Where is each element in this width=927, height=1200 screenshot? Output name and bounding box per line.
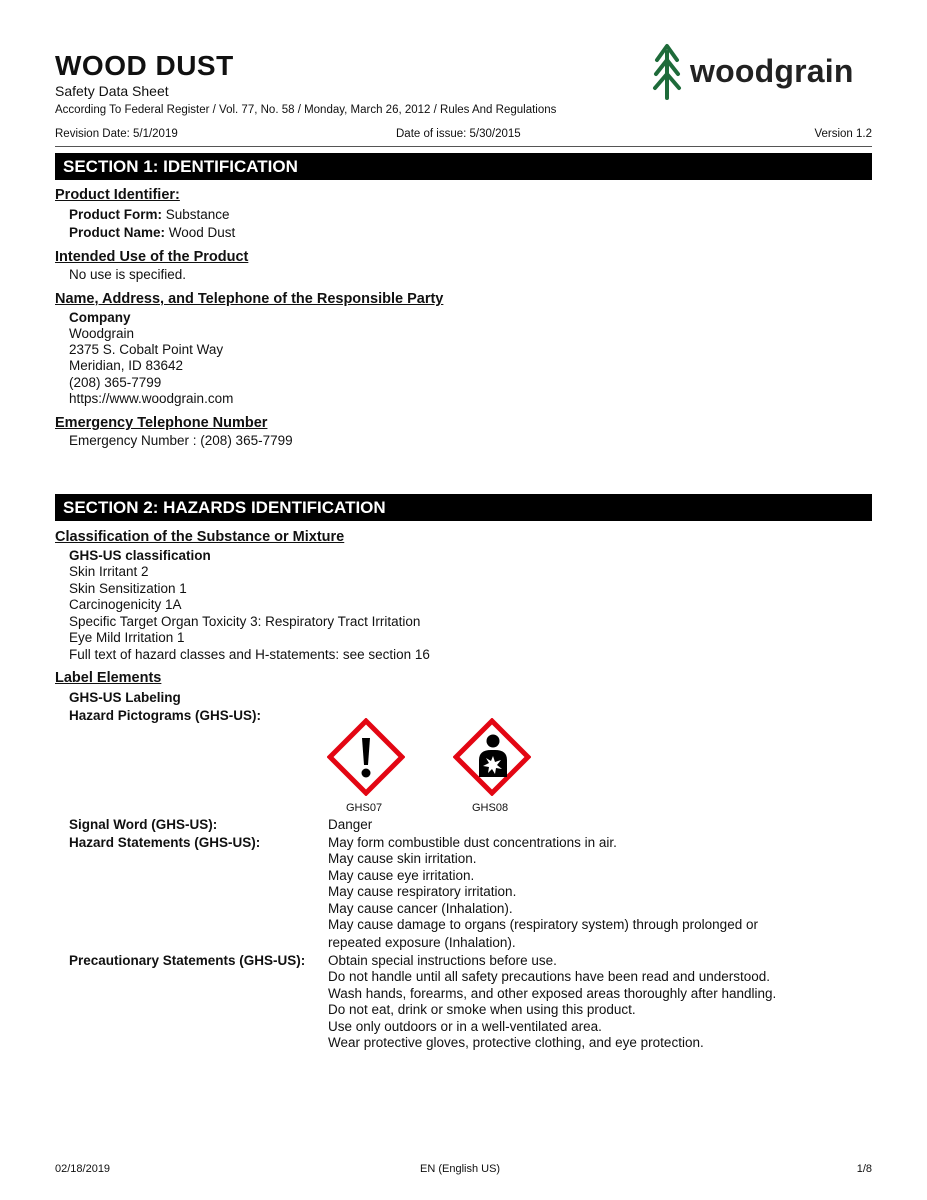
precautionary-statement: Obtain special instructions before use. (328, 953, 557, 968)
hazard-statements-label: Hazard Statements (GHS-US): (69, 835, 261, 850)
label-elements-heading: Label Elements (55, 670, 162, 686)
classification-item: Specific Target Organ Toxicity 3: Respiratory Tract Irritation (69, 614, 421, 629)
precautionary-statement: Do not eat, drink or smoke when using this product. (328, 1002, 636, 1017)
company-street: 2375 S. Cobalt Point Way (69, 342, 224, 357)
company-city: Meridian, ID 83642 (69, 358, 184, 373)
woodgrain-logo (652, 42, 854, 100)
document-title: WOOD DUST (55, 50, 234, 81)
product-form-row (69, 207, 230, 224)
precautionary-statement: Do not handle until all safety precautions have been read and understood. (328, 969, 771, 984)
logo-wordmark: woodgrain (690, 52, 854, 89)
hazard-statement: May cause cancer (Inhalation). (328, 901, 513, 916)
responsible-party-heading: Name, Address, and Telephone of the Responsible Party (55, 291, 444, 307)
classification-heading: Classification of the Substance or Mixture (55, 529, 345, 545)
footer-page-number: 1/8 (856, 1163, 872, 1175)
hazard-statement: May cause damage to organs (respiratory system) through prolonged or (328, 917, 758, 932)
precautionary-statement: Wash hands, forearms, and other exposed areas thoroughly after handling. (328, 986, 777, 1001)
intended-use-heading: Intended Use of the Product (55, 249, 249, 265)
emergency-heading: Emergency Telephone Number (55, 415, 268, 431)
classification-item: Carcinogenicity 1A (69, 597, 182, 612)
product-form-label: Product Form: (69, 207, 162, 222)
hazard-statement: May form combustible dust concentrations in air. (328, 835, 617, 850)
footer-date: 02/18/2019 (55, 1163, 111, 1175)
classification-item: Full text of hazard classes and H-statements: see section 16 (69, 647, 430, 662)
company-label: Company (69, 310, 131, 325)
product-name-label: Product Name: (69, 225, 166, 240)
company-website: https://www.woodgrain.com (69, 391, 234, 406)
hazard-pictograms-label: Hazard Pictograms (GHS-US): (69, 708, 262, 723)
intended-use-text: No use is specified. (69, 267, 187, 282)
signal-word-label: Signal Word (GHS-US): (69, 817, 218, 832)
version: Version 1.2 (814, 128, 872, 140)
classification-item: Skin Sensitization 1 (69, 581, 187, 596)
hazard-statement: May cause eye irritation. (328, 868, 475, 883)
precautionary-statement: Use only outdoors or in a well-ventilated area. (328, 1019, 602, 1034)
document-subtitle: Safety Data Sheet (55, 83, 169, 99)
document-meta-row (55, 128, 872, 140)
hazard-statement: May cause respiratory irritation. (328, 884, 517, 899)
classification-item: Eye Mild Irritation 1 (69, 630, 185, 645)
company-phone: (208) 365-7799 (69, 375, 162, 390)
product-identifier-heading: Product Identifier: (55, 187, 180, 203)
footer-language: EN (English US) (420, 1163, 501, 1175)
product-form-value: Substance (162, 207, 230, 222)
ghs-classification-label: GHS-US classification (69, 548, 211, 563)
date-of-issue: Date of issue: 5/30/2015 (396, 128, 521, 140)
regulation-reference: According To Federal Register / Vol. 77, No. 58 / Monday, March 26, 2012 / Rules And Regulations (55, 104, 557, 116)
header-divider (55, 146, 872, 147)
tree-logo-icon (652, 42, 682, 100)
exclamation-mark-icon (327, 718, 405, 796)
section-2-heading: SECTION 2: HAZARDS IDENTIFICATION (55, 494, 872, 521)
hazard-statement: repeated exposure (Inhalation). (328, 935, 516, 950)
company-name: Woodgrain (69, 326, 135, 341)
pictogram-code-ghs08: GHS08 (472, 802, 509, 814)
signal-word-value: Danger (328, 817, 373, 832)
revision-date: Revision Date: 5/1/2019 (55, 128, 178, 140)
product-name-row (69, 225, 235, 242)
precautionary-statement: Wear protective gloves, protective clothing, and eye protection. (328, 1035, 704, 1050)
precautionary-statements-label: Precautionary Statements (GHS-US): (69, 953, 306, 968)
hazard-statement: May cause skin irritation. (328, 851, 477, 866)
classification-item: Skin Irritant 2 (69, 564, 149, 579)
ghs-labeling-label: GHS-US Labeling (69, 690, 181, 705)
section-1-heading: SECTION 1: IDENTIFICATION (55, 153, 872, 180)
product-name-value: Wood Dust (165, 225, 236, 240)
pictogram-code-ghs07: GHS07 (346, 802, 383, 814)
health-hazard-icon (453, 718, 531, 796)
emergency-number: Emergency Number : (208) 365-7799 (69, 433, 293, 448)
